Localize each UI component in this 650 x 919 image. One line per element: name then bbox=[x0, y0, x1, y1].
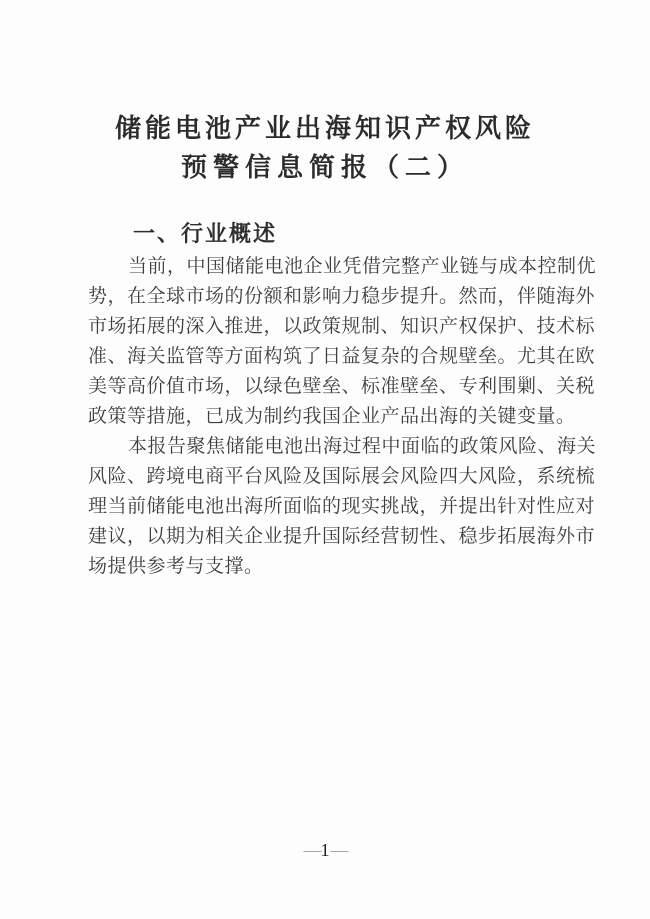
page-number-value: 1 bbox=[320, 840, 330, 860]
page-number-dash-right: — bbox=[330, 840, 347, 860]
document-title-line-1: 储能电池产业出海知识产权风险 bbox=[114, 114, 535, 144]
text-line: 市场拓展的深入推进，以政策规制、知识产权保护、技术标 bbox=[88, 316, 596, 337]
document-body bbox=[88, 252, 597, 582]
text-line: 政策等措施，已成为制约我国企业产品出海的关键变量。 bbox=[88, 406, 576, 427]
section-heading: 一、行业概述 bbox=[133, 221, 278, 246]
document-title-line-2: 预警信息简报（二） bbox=[180, 153, 469, 183]
text-line: 理当前储能电池出海所面临的现实挑战，并提出针对性应对 bbox=[88, 496, 596, 517]
text-line: 建议，以期为相关企业提升国际经营韧性、稳步拓展海外市 bbox=[88, 526, 596, 547]
page-number bbox=[0, 838, 650, 862]
page-number-dash-left: — bbox=[303, 840, 320, 860]
text-line: 准、海关监管等方面构筑了日益复杂的合规壁垒。尤其在欧 bbox=[88, 346, 596, 367]
document-title bbox=[0, 110, 650, 188]
text-line: 风险、跨境电商平台风险及国际展会风险四大风险，系统梳 bbox=[88, 466, 596, 487]
text-line: 本报告聚焦储能电池出海过程中面临的政策风险、海关 bbox=[128, 436, 597, 457]
text-line: 场提供参考与支撑。 bbox=[88, 556, 264, 577]
paragraph bbox=[88, 252, 597, 432]
text-line: 美等高价值市场，以绿色壁垒、标准壁垒、专利围剿、关税 bbox=[88, 376, 596, 397]
paragraph bbox=[88, 432, 597, 582]
text-line: 当前，中国储能电池企业凭借完整产业链与成本控制优 bbox=[128, 256, 597, 277]
text-line: 势，在全球市场的份额和影响力稳步提升。然而，伴随海外 bbox=[88, 286, 596, 307]
